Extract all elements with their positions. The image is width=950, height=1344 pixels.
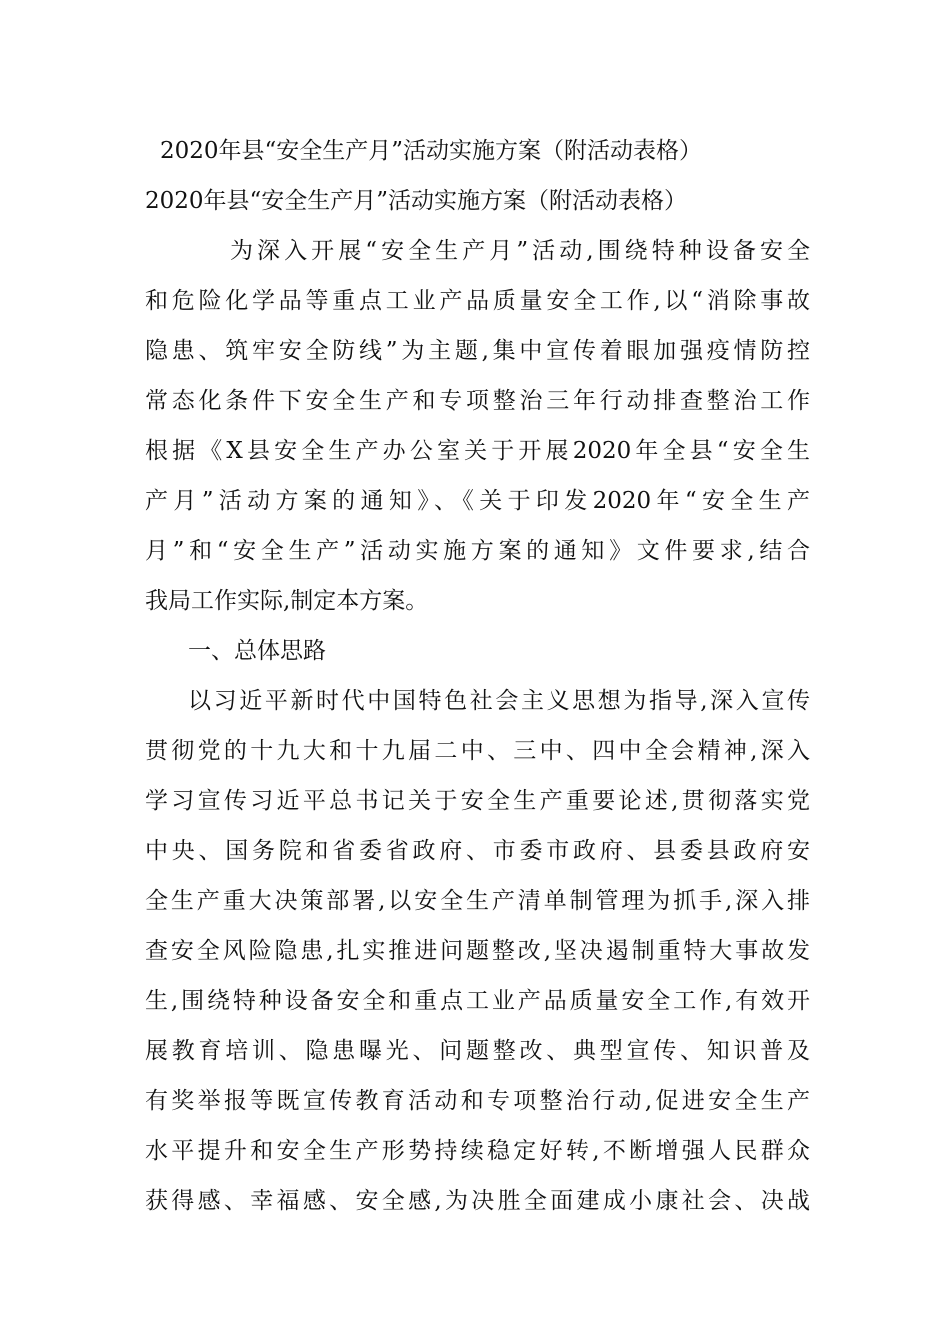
paragraph-line: 获得感、幸福感、安全感,为决胜全面建成小康社会、决战 [145, 1188, 810, 1214]
paragraph-line: 中央、国务院和省委省政府、市委市政府、县委县政府安 [145, 838, 810, 864]
document-subtitle: 2020年县“安全生产月”活动实施方案（附活动表格） [145, 188, 688, 214]
paragraph-line: 为深入开展“安全生产月”活动,围绕特种设备安全 [230, 238, 810, 264]
paragraph-line: 和危险化学品等重点工业产品质量安全工作,以“消除事故 [145, 288, 810, 314]
paragraph-line: 有奖举报等既宣传教育活动和专项整治行动,促进安全生产 [145, 1088, 810, 1114]
paragraph-line: 水平提升和安全生产形势持续稳定好转,不断增强人民群众 [145, 1138, 810, 1164]
paragraph-line: 根据《X县安全生产办公室关于开展2020年全县“安全生 [145, 438, 810, 464]
section-heading: 一、总体思路 [188, 638, 326, 664]
paragraph-line: 隐患、筑牢安全防线”为主题,集中宣传着眼加强疫情防控 [145, 338, 810, 364]
paragraph-line: 学习宣传习近平总书记关于安全生产重要论述,贯彻落实党 [145, 788, 810, 814]
paragraph-line: 生,围绕特种设备安全和重点工业产品质量安全工作,有效开 [145, 988, 810, 1014]
paragraph-line: 展教育培训、隐患曝光、问题整改、典型宣传、知识普及 [145, 1038, 810, 1064]
paragraph-line: 我局工作实际,制定本方案。 [145, 588, 429, 614]
document-title: 2020年县“安全生产月”活动实施方案（附活动表格） [160, 138, 703, 164]
paragraph-line: 查安全风险隐患,扎实推进问题整改,坚决遏制重特大事故发 [145, 938, 810, 964]
paragraph-line: 产月”活动方案的通知》、《关于印发2020年“安全生产 [145, 488, 810, 514]
paragraph-line: 贯彻党的十九大和十九届二中、三中、四中全会精神,深入 [145, 738, 810, 764]
paragraph-line: 以习近平新时代中国特色社会主义思想为指导,深入宣传 [188, 688, 810, 714]
paragraph-line: 常态化条件下安全生产和专项整治三年行动排查整治工作 [145, 388, 810, 414]
paragraph-line: 月”和“安全生产”活动实施方案的通知》文件要求,结合 [145, 538, 810, 564]
paragraph-line: 全生产重大决策部署,以安全生产清单制管理为抓手,深入排 [145, 888, 810, 914]
